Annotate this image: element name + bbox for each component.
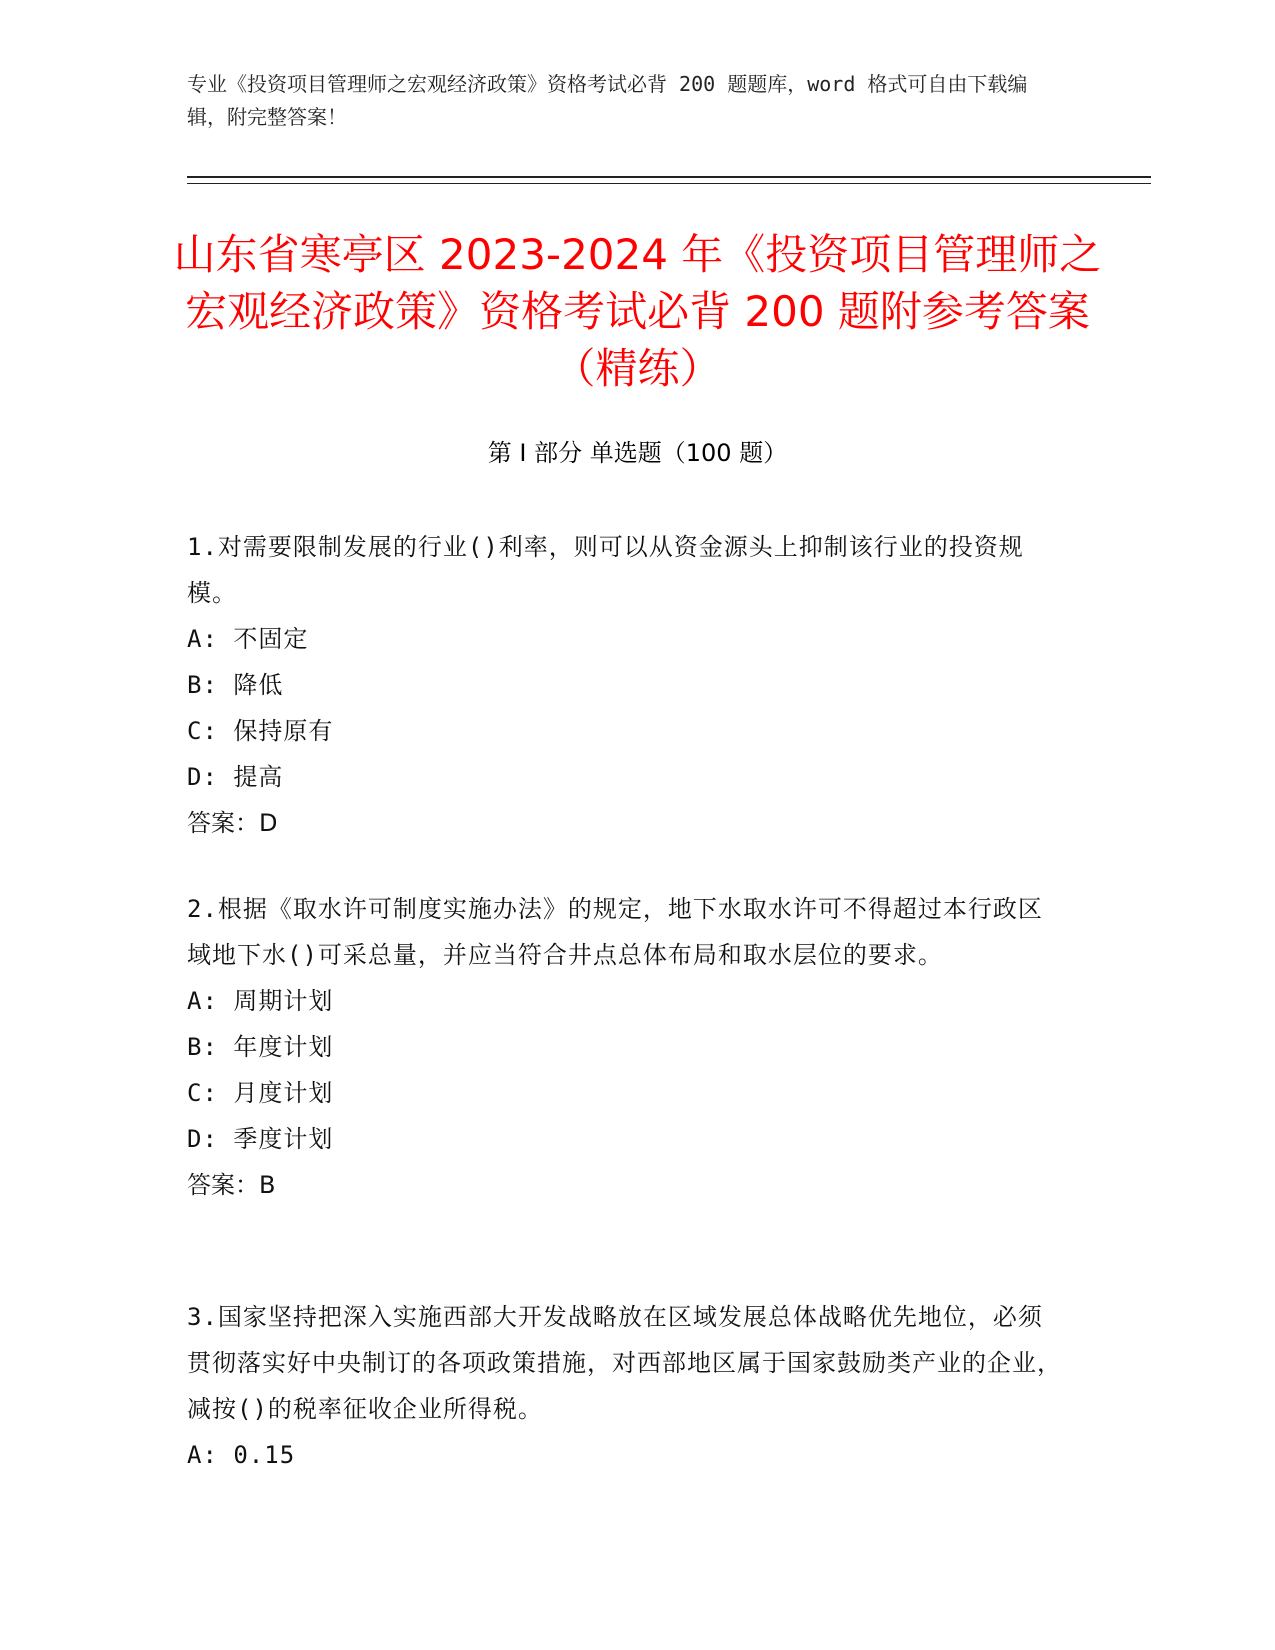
option-d: D: 提高 [187,763,284,791]
header-note: 专业《投资项目管理师之宏观经济政策》资格考试必背 200 题题库，word 格式可自由下载编辑，附完整答案！ [187,72,1028,129]
question-stem: 3.国家坚持把深入实施西部大开发战略放在区域发展总体战略优先地位，必须贯彻落实好中央制订的各项政策措施，对西部地区属于国家鼓励类产业的企业，减按()的税率征收企业所得税。 [187,1303,1062,1423]
option-b: B: 年度计划 [187,1033,334,1061]
answer-label: 答案：B [187,1171,276,1199]
section-heading: 第 I 部分 单选题（100 题） [487,439,788,467]
option-a: A: 0.15 [187,1441,296,1469]
option-a: A: 不固定 [187,625,309,653]
question-stem: 1.对需要限制发展的行业()利率，则可以从资金源头上抑制该行业的投资规模。 [187,533,1024,607]
option-b: B: 降低 [187,671,284,699]
document-title: 山东省寒亭区 2023-2024 年《投资项目管理师之宏观经济政策》资格考试必背 200 题附参考答案（精练） [173,230,1102,393]
header-divider-thick [187,176,1151,178]
option-a: A: 周期计划 [187,987,334,1015]
question-2 [187,886,1067,1208]
option-d: D: 季度计划 [187,1125,334,1153]
question-3 [187,1294,1067,1478]
option-c: C: 保持原有 [187,717,334,745]
answer-label: 答案：D [187,809,278,837]
header-divider-thin [187,183,1151,184]
option-c: C: 月度计划 [187,1079,334,1107]
question-stem: 2.根据《取水许可制度实施办法》的规定，地下水取水许可不得超过本行政区域地下水()可采总量，并应当符合井点总体布局和取水层位的要求。 [187,895,1043,969]
question-1 [187,524,1067,846]
